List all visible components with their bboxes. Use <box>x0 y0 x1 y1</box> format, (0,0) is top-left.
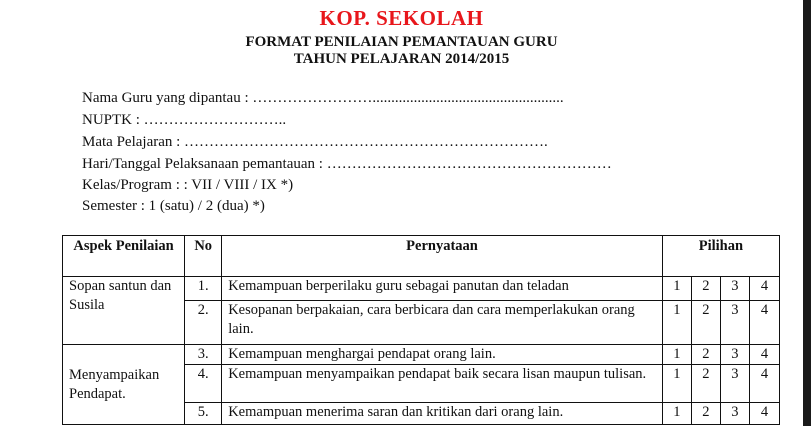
option-3[interactable]: 3 <box>720 403 749 425</box>
statement-cell: Kesopanan berpakaian, cara berbicara dan cara memperlakukan orang lain. <box>222 301 663 345</box>
option-2[interactable]: 2 <box>691 403 720 425</box>
option-1[interactable]: 1 <box>662 403 691 425</box>
header-aspek: Aspek Penilaian <box>63 236 185 277</box>
option-2[interactable]: 2 <box>691 365 720 403</box>
statement-cell: Kemampuan menyampaikan pendapat baik secara lisan maupun tulisan. <box>222 365 663 403</box>
statement-cell: Kemampuan menerima saran dan kritikan dari orang lain. <box>222 403 663 425</box>
nuptk-blank: ……………………….. <box>143 112 287 128</box>
row-number: 3. <box>185 345 222 365</box>
subject-field <box>82 134 548 151</box>
option-1[interactable]: 1 <box>662 301 691 345</box>
row-number: 2. <box>185 301 222 345</box>
class-program-line: Kelas/Program : : VII / VIII / IX *) <box>82 177 294 193</box>
option-2[interactable]: 2 <box>691 277 720 301</box>
teacher-name-field <box>82 90 564 107</box>
right-edge-bar <box>803 0 811 426</box>
subject-blank: ………………………………………………………………. <box>184 134 548 150</box>
teacher-name-label: Nama Guru yang dipantau : <box>82 90 253 106</box>
date-field <box>82 156 612 173</box>
row-number: 5. <box>185 403 222 425</box>
option-3[interactable]: 3 <box>720 365 749 403</box>
option-4[interactable]: 4 <box>749 277 779 301</box>
assessment-table <box>62 235 780 425</box>
header-pernyataan: Pernyataan <box>222 236 663 277</box>
nuptk-field <box>82 112 286 129</box>
option-1[interactable]: 1 <box>662 345 691 365</box>
aspect-cell: Menyampaikan Pendapat. <box>63 345 185 425</box>
option-1[interactable]: 1 <box>662 277 691 301</box>
date-blank: ………………………………………………… <box>326 156 612 172</box>
header-no: No <box>185 236 222 277</box>
option-2[interactable]: 2 <box>691 345 720 365</box>
option-2[interactable]: 2 <box>691 301 720 345</box>
nuptk-label: NUPTK : <box>82 112 144 128</box>
semester-line: Semester : 1 (satu) / 2 (dua) *) <box>82 198 265 214</box>
table-row <box>63 277 780 301</box>
header-pilihan: Pilihan <box>662 236 779 277</box>
school-letterhead: KOP. SEKOLAH <box>319 6 484 30</box>
table-header-row <box>63 236 780 277</box>
row-number: 1. <box>185 277 222 301</box>
option-1[interactable]: 1 <box>662 365 691 403</box>
table-row <box>63 345 780 365</box>
option-3[interactable]: 3 <box>720 277 749 301</box>
option-3[interactable]: 3 <box>720 301 749 345</box>
document-title: FORMAT PENILAIAN PEMANTAUAN GURU <box>245 34 558 50</box>
subject-label: Mata Pelajaran : <box>82 134 185 150</box>
option-4[interactable]: 4 <box>749 345 779 365</box>
option-4[interactable]: 4 <box>749 403 779 425</box>
statement-cell: Kemampuan menghargai pendapat orang lain. <box>222 345 663 365</box>
date-label: Hari/Tanggal Pelaksanaan pemantauan : <box>82 156 327 172</box>
row-number: 4. <box>185 365 222 403</box>
aspect-cell: Sopan santun dan Susila <box>63 277 185 345</box>
teacher-name-blank: ……………………................................................... <box>252 90 564 106</box>
option-4[interactable]: 4 <box>749 365 779 403</box>
statement-cell: Kemampuan berperilaku guru sebagai panutan dan teladan <box>222 277 663 301</box>
option-3[interactable]: 3 <box>720 345 749 365</box>
option-4[interactable]: 4 <box>749 301 779 345</box>
academic-year: TAHUN PELAJARAN 2014/2015 <box>293 51 510 67</box>
